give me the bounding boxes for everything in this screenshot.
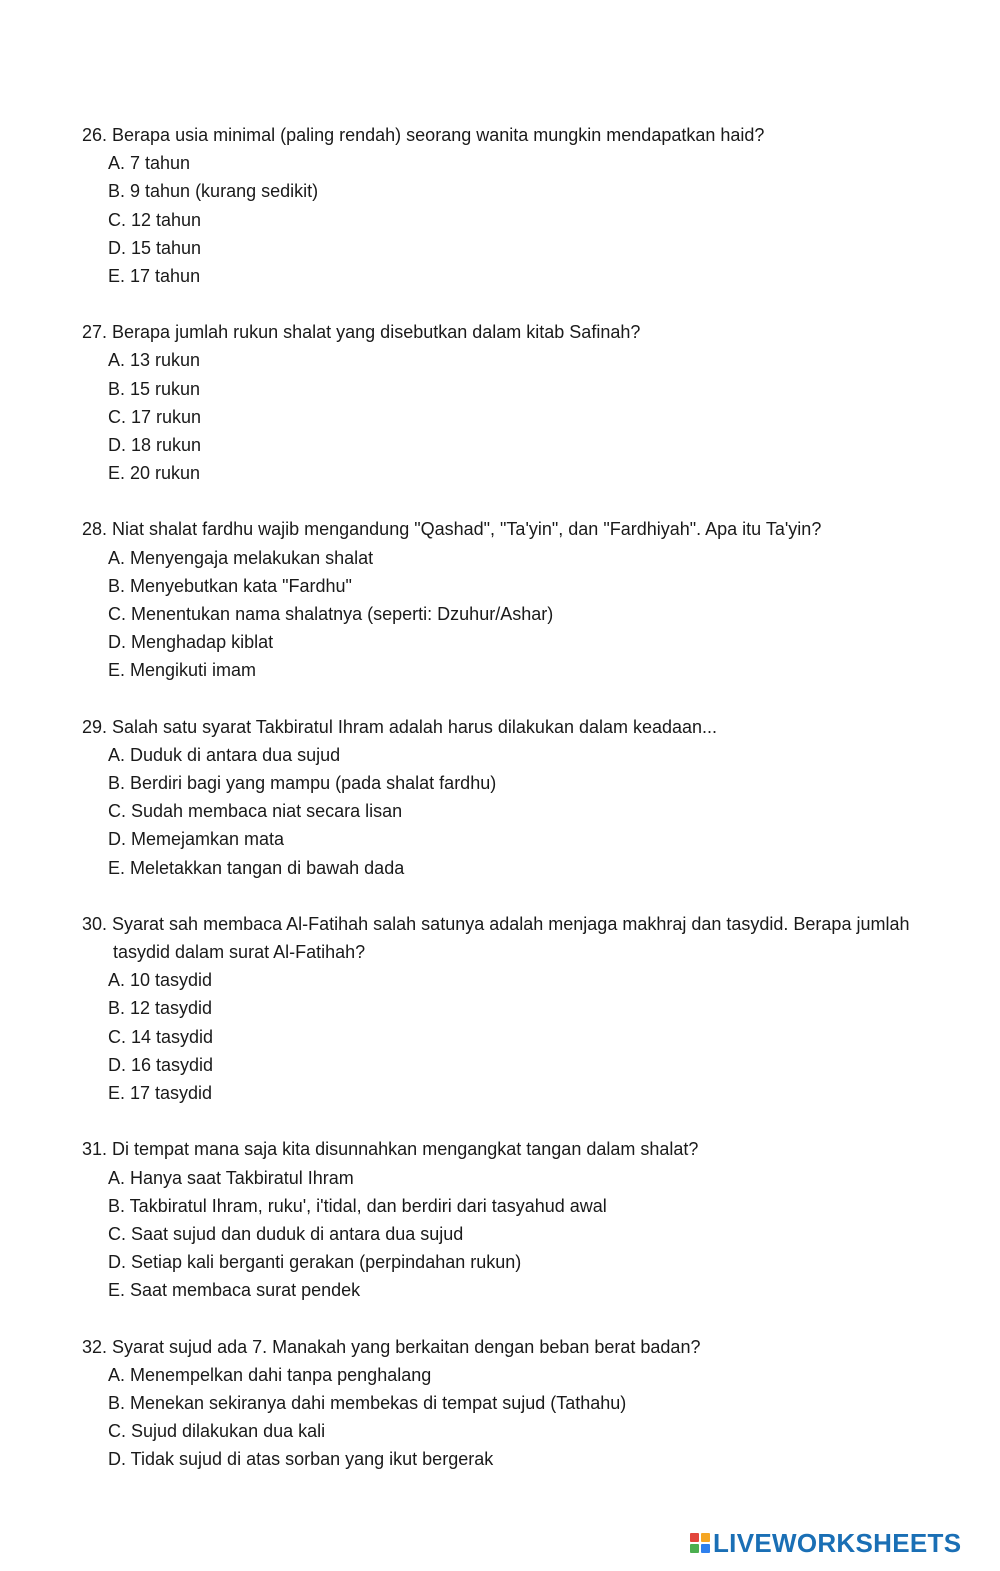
logo-tile-red: [690, 1533, 699, 1542]
question-31: [0, 1135, 1000, 1304]
option-a[interactable]: A. Duduk di antara dua sujud: [108, 744, 341, 765]
option-d[interactable]: D. 16 tasydid: [108, 1054, 214, 1075]
option-b[interactable]: B. Menyebutkan kata "Fardhu": [108, 575, 352, 596]
question-32: [0, 1333, 1000, 1474]
option-b[interactable]: B. 15 rukun: [108, 378, 201, 399]
question-28: [0, 515, 1000, 684]
option-a[interactable]: A. Menyengaja melakukan shalat: [108, 547, 374, 568]
option-b[interactable]: B. Menekan sekiranya dahi membekas di tempat sujud (Tathahu): [108, 1392, 627, 1413]
option-list: [0, 149, 1000, 290]
option-b[interactable]: B. Takbiratul Ihram, ruku', i'tidal, dan berdiri dari tasyahud awal: [108, 1195, 607, 1216]
logo-tile-blue: [701, 1544, 710, 1553]
question-27: [0, 318, 1000, 487]
option-c[interactable]: C. Sujud dilakukan dua kali: [108, 1421, 326, 1442]
question-text: 30. Syarat sah membaca Al-Fatihah salah satunya adalah menjaga makhraj dan tasydid. Berapa jumlah tasydid dalam surat Al-Fatihah?: [82, 913, 910, 963]
option-a[interactable]: A. 7 tahun: [108, 153, 191, 174]
option-list: [0, 741, 1000, 882]
option-list: [0, 966, 1000, 1107]
option-b[interactable]: B. 12 tasydid: [108, 998, 213, 1019]
question-text: 28. Niat shalat fardhu wajib mengandung "Qashad", "Ta'yin", dan "Fardhiyah". Apa itu Ta'yin?: [82, 519, 822, 540]
option-e[interactable]: E. Mengikuti imam: [108, 660, 257, 681]
option-a[interactable]: A. Hanya saat Takbiratul Ihram: [108, 1167, 354, 1188]
question-text: 32. Syarat sujud ada 7. Manakah yang berkaitan dengan beban berat badan?: [82, 1336, 701, 1357]
option-e[interactable]: E. 17 tasydid: [108, 1083, 213, 1104]
option-a[interactable]: A. 13 rukun: [108, 350, 201, 371]
logo-tile-green: [690, 1544, 699, 1553]
option-e[interactable]: E. 17 tahun: [108, 266, 201, 287]
question-text: 31. Di tempat mana saja kita disunnahkan mengangkat tangan dalam shalat?: [82, 1139, 699, 1160]
option-c[interactable]: C. 14 tasydid: [108, 1026, 214, 1047]
option-a[interactable]: A. 10 tasydid: [108, 970, 213, 991]
option-d[interactable]: D. Memejamkan mata: [108, 829, 285, 850]
option-list: [0, 1164, 1000, 1305]
option-d[interactable]: D. Tidak sujud di atas sorban yang ikut bergerak: [108, 1449, 494, 1470]
question-26: [0, 121, 1000, 290]
option-d[interactable]: D. Menghadap kiblat: [108, 632, 274, 653]
liveworksheets-logo: [690, 1528, 961, 1558]
option-c[interactable]: C. Menentukan nama shalatnya (seperti: Dzuhur/Ashar): [108, 604, 554, 625]
option-b[interactable]: B. 9 tahun (kurang sedikit): [108, 181, 319, 202]
option-e[interactable]: E. Saat membaca surat pendek: [108, 1280, 361, 1301]
brand-name: LIVEWORKSHEETS: [713, 1527, 962, 1558]
option-e[interactable]: E. Meletakkan tangan di bawah dada: [108, 857, 405, 878]
option-list: [0, 346, 1000, 487]
question-text: 26. Berapa usia minimal (paling rendah) seorang wanita mungkin mendapatkan haid?: [82, 125, 765, 145]
liveworksheets-icon: [690, 1533, 710, 1553]
question-30: [0, 910, 1000, 1107]
option-a[interactable]: A. Menempelkan dahi tanpa penghalang: [108, 1364, 432, 1385]
option-e[interactable]: E. 20 rukun: [108, 463, 201, 484]
option-c[interactable]: C. Saat sujud dan duduk di antara dua sujud: [108, 1223, 464, 1244]
question-29: [0, 713, 1000, 882]
option-list: [0, 544, 1000, 685]
option-c[interactable]: C. 17 rukun: [108, 406, 202, 427]
option-c[interactable]: C. 12 tahun: [108, 209, 202, 230]
option-list: [0, 1361, 1000, 1474]
option-d[interactable]: D. 15 tahun: [108, 237, 202, 258]
logo-tile-orange: [701, 1533, 710, 1542]
question-text: 27. Berapa jumlah rukun shalat yang disebutkan dalam kitab Safinah?: [82, 322, 641, 343]
worksheet: [0, 121, 1000, 1502]
question-text: 29. Salah satu syarat Takbiratul Ihram adalah harus dilakukan dalam keadaan...: [82, 716, 718, 737]
option-c[interactable]: C. Sudah membaca niat secara lisan: [108, 801, 403, 822]
option-d[interactable]: D. Setiap kali berganti gerakan (perpindahan rukun): [108, 1252, 522, 1273]
option-b[interactable]: B. Berdiri bagi yang mampu (pada shalat fardhu): [108, 773, 497, 794]
option-d[interactable]: D. 18 rukun: [108, 435, 202, 456]
